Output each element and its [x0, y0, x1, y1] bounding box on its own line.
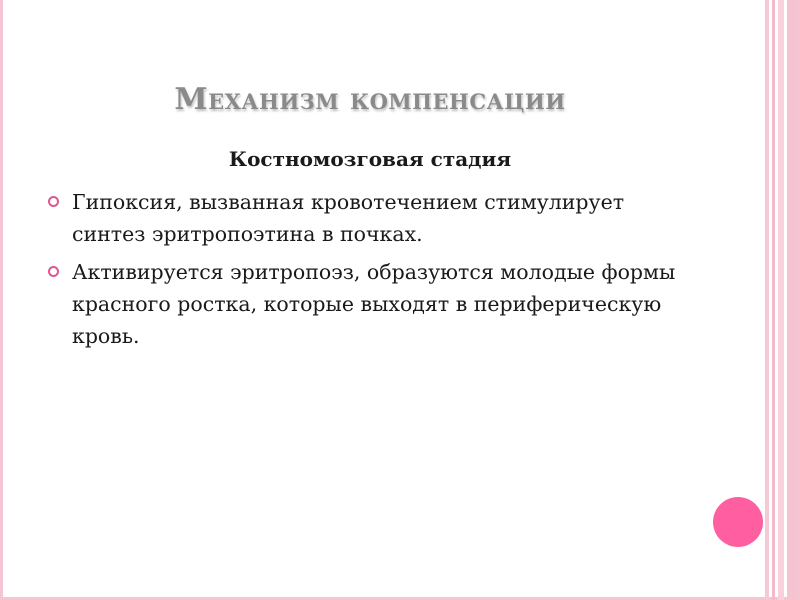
bullet-list	[48, 186, 698, 358]
stripe	[765, 0, 769, 600]
circle-bullet-icon	[48, 196, 59, 207]
stripe	[787, 0, 797, 600]
list-item	[48, 256, 698, 352]
slide-subtitle: Костномозговая стадия	[228, 147, 512, 171]
slide-title: Механизм компенсации	[174, 82, 566, 117]
decorative-circle	[713, 497, 763, 547]
decorative-stripes	[765, 0, 797, 600]
stripe	[772, 0, 775, 600]
stripe	[778, 0, 784, 600]
slide-frame-left	[0, 0, 3, 600]
circle-bullet-icon	[48, 266, 59, 277]
bullet-text: Гипоксия, вызванная кровотечением стимулирует синтез эритропоэтина в почках.	[72, 190, 625, 246]
list-item	[48, 186, 698, 250]
bullet-text: Активируется эритропоэз, образуются молодые формы красного ростка, которые выходят в периферическую кровь.	[72, 260, 676, 348]
